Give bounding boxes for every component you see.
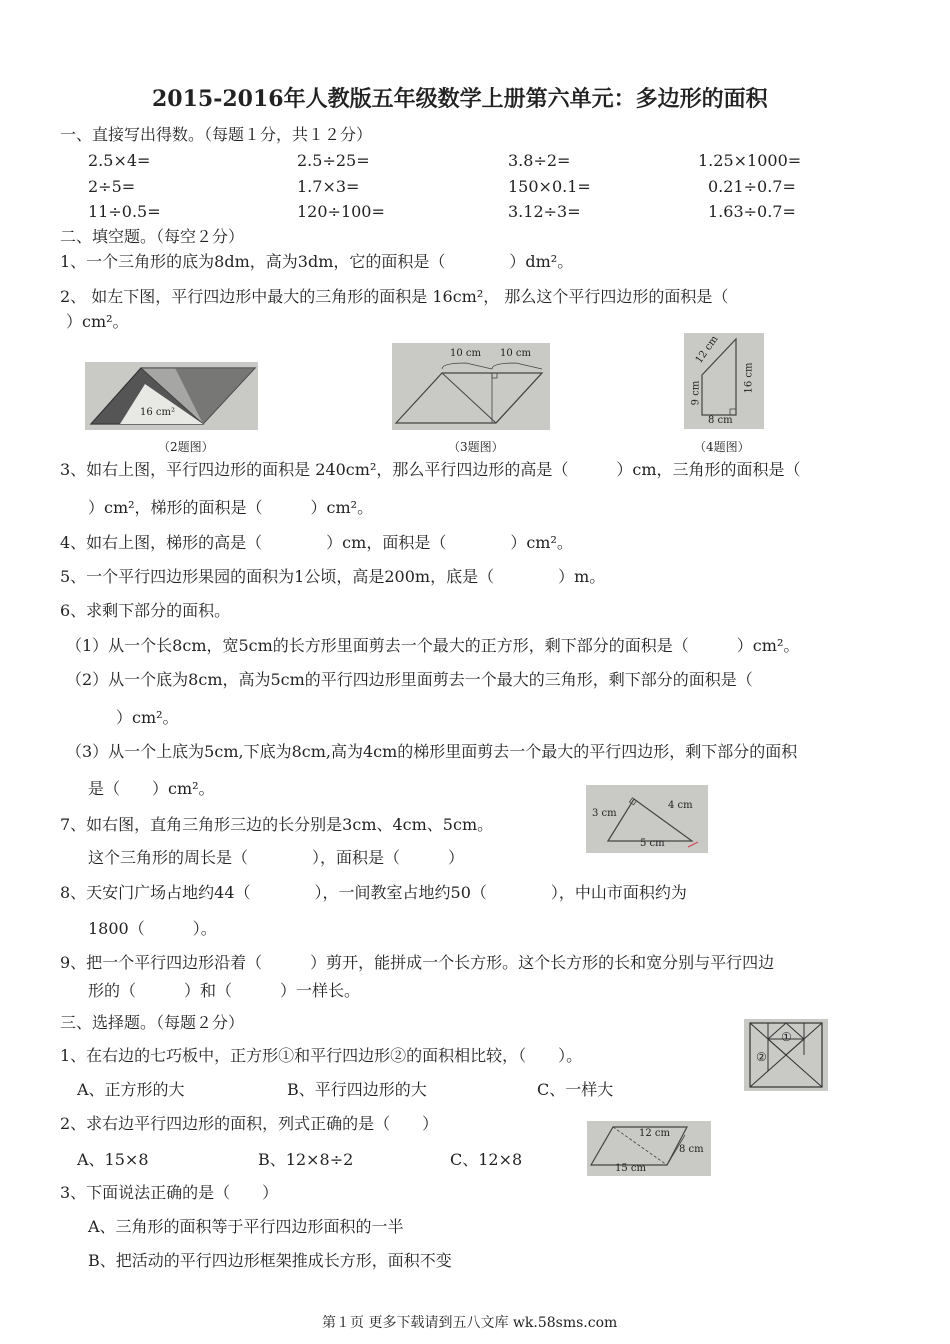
calc-item: 120÷100= [297, 202, 385, 221]
question-2-1: 1、一个三角形的底为8dm，高为3dm，它的面积是（ ）dm²。 [60, 252, 574, 271]
figure-q7-label-c: 5 cm [640, 838, 665, 849]
page-title: 2015-2016年人教版五年级数学上册第六单元：多边形的面积 [152, 86, 768, 112]
question-2-9-cont: 形的（ ）和（ ）一样长。 [88, 981, 361, 1000]
option-3-2-a: A、15×8 [77, 1150, 149, 1169]
page-footer: 第１页 更多下载请到五八文库 wk.58sms.com [322, 1315, 618, 1331]
figure-s3q2-base: 15 cm [615, 1163, 646, 1174]
figure-q4-label-top: 12 cm [693, 333, 721, 366]
question-3-2: 2、求右边平行四边形的面积，列式正确的是（ ） [60, 1114, 439, 1133]
figure-q2-label: 16 cm² [140, 407, 175, 418]
figure-s3q2 [587, 1121, 711, 1176]
section1-heading: 一、直接写出得数。（每题１分，共１２分） [60, 125, 373, 144]
figure-tangram [744, 1019, 828, 1091]
option-3-1-c: C、一样大 [537, 1080, 614, 1099]
calc-item: 2÷5= [88, 177, 136, 196]
question-2-6-3-cont: 是（ ）cm²。 [88, 779, 215, 798]
option-3-1-a: A、正方形的大 [77, 1080, 185, 1099]
question-2-3: 3、如右上图，平行四边形的面积是 240cm²，那么平行四边形的高是（ ）cm，三角形的面积是（ [60, 460, 801, 479]
question-2-6-2-cont: ）cm²。 [116, 708, 179, 727]
question-2-8-cont: 1800（ ）。 [88, 919, 217, 938]
figure-q2 [85, 362, 258, 430]
calc-item: 1.63÷0.7= [708, 202, 796, 221]
question-2-2-cont: ）cm²。 [66, 312, 129, 331]
tangram-mark-2: ② [756, 1050, 767, 1064]
figure-q4-label-right: 16 cm [743, 362, 755, 394]
option-3-3-b: B、把活动的平行四边形框架推成长方形，面积不变 [88, 1251, 452, 1270]
figure-q2-caption: （2题图） [158, 440, 214, 454]
figure-q3 [392, 343, 550, 430]
figure-s3q2-diag: 12 cm [639, 1128, 670, 1139]
option-3-2-b: B、12×8÷2 [258, 1150, 354, 1169]
tangram-mark-1: ① [781, 1030, 792, 1044]
calc-item: 3.12÷3= [508, 202, 581, 221]
question-2-3-cont: ）cm²，梯形的面积是（ ）cm²。 [88, 498, 374, 517]
question-2-7: 7、如右图，直角三角形三边的长分别是3cm、4cm、5cm。 [60, 815, 494, 834]
calc-item: 2.5÷25= [297, 151, 370, 170]
question-2-7-cont: 这个三角形的周长是（ ），面积是（ ） [88, 848, 465, 867]
question-3-1: 1、在右边的七巧板中，正方形①和平行四边形②的面积相比较，（ ）。 [60, 1046, 583, 1065]
figure-q3-label-left: 10 cm [450, 348, 481, 359]
question-2-6-3: （3）从一个上底为5cm,下底为8cm,高为4cm的梯形里面剪去一个最大的平行四边形，剩下部分的面积 [66, 742, 798, 761]
section3-heading: 三、选择题。（每题２分） [60, 1013, 245, 1032]
question-3-3: 3、下面说法正确的是（ ） [60, 1183, 279, 1202]
calc-item: 3.8÷2= [508, 151, 571, 170]
question-2-5: 5、一个平行四边形果园的面积为1公顷，高是200m，底是（ ）m。 [60, 567, 606, 586]
figure-q4-label-left: 9 cm [690, 380, 702, 406]
question-2-9: 9、把一个平行四边形沿着（ ）剪开，能拼成一个长方形。这个长方形的长和宽分别与平行四边 [60, 953, 775, 972]
calc-item: 1.7×3= [297, 177, 360, 196]
figure-q3-caption: （3题图） [448, 440, 504, 454]
calc-item: 150×0.1= [508, 177, 591, 196]
option-3-1-b: B、平行四边形的大 [287, 1080, 427, 1099]
figure-q4-label-bottom: 8 cm [708, 415, 733, 426]
question-2-2: 2、 如左下图，平行四边形中最大的三角形的面积是 16cm²， 那么这个平行四边形的面积是（ [60, 287, 729, 306]
figure-q4-caption: （4题图） [694, 440, 750, 454]
option-3-3-a: A、三角形的面积等于平行四边形面积的一半 [88, 1217, 404, 1236]
figure-s3q2-h: 8 cm [679, 1144, 704, 1155]
question-2-6: 6、求剩下部分的面积。 [60, 601, 231, 620]
calc-item: 0.21÷0.7= [708, 177, 796, 196]
section2-heading: 二、填空题。（每空２分） [60, 227, 245, 246]
option-3-2-c: C、12×8 [450, 1150, 523, 1169]
question-2-8: 8、天安门广场占地约44（ ），一间教室占地约50（ ），中山市面积约为 [60, 883, 687, 902]
figure-q7-label-a: 3 cm [592, 808, 617, 819]
calc-item: 11÷0.5= [88, 202, 161, 221]
calc-item: 1.25×1000= [698, 151, 802, 170]
figure-q3-label-right: 10 cm [500, 348, 531, 359]
figure-q7 [586, 785, 708, 853]
question-2-6-2: （2）从一个底为8cm，高为5cm的平行四边形里面剪去一个最大的三角形，剩下部分的面积是（ [66, 670, 753, 689]
question-2-4: 4、如右上图，梯形的高是（ ）cm，面积是（ ）cm²。 [60, 533, 573, 552]
question-2-6-1: （1）从一个长8cm，宽5cm的长方形里面剪去一个最大的正方形，剩下部分的面积是（ ）cm²。 [66, 636, 800, 655]
figure-q4 [684, 333, 764, 429]
calc-item: 2.5×4= [88, 151, 151, 170]
figure-q7-label-b: 4 cm [668, 800, 693, 811]
